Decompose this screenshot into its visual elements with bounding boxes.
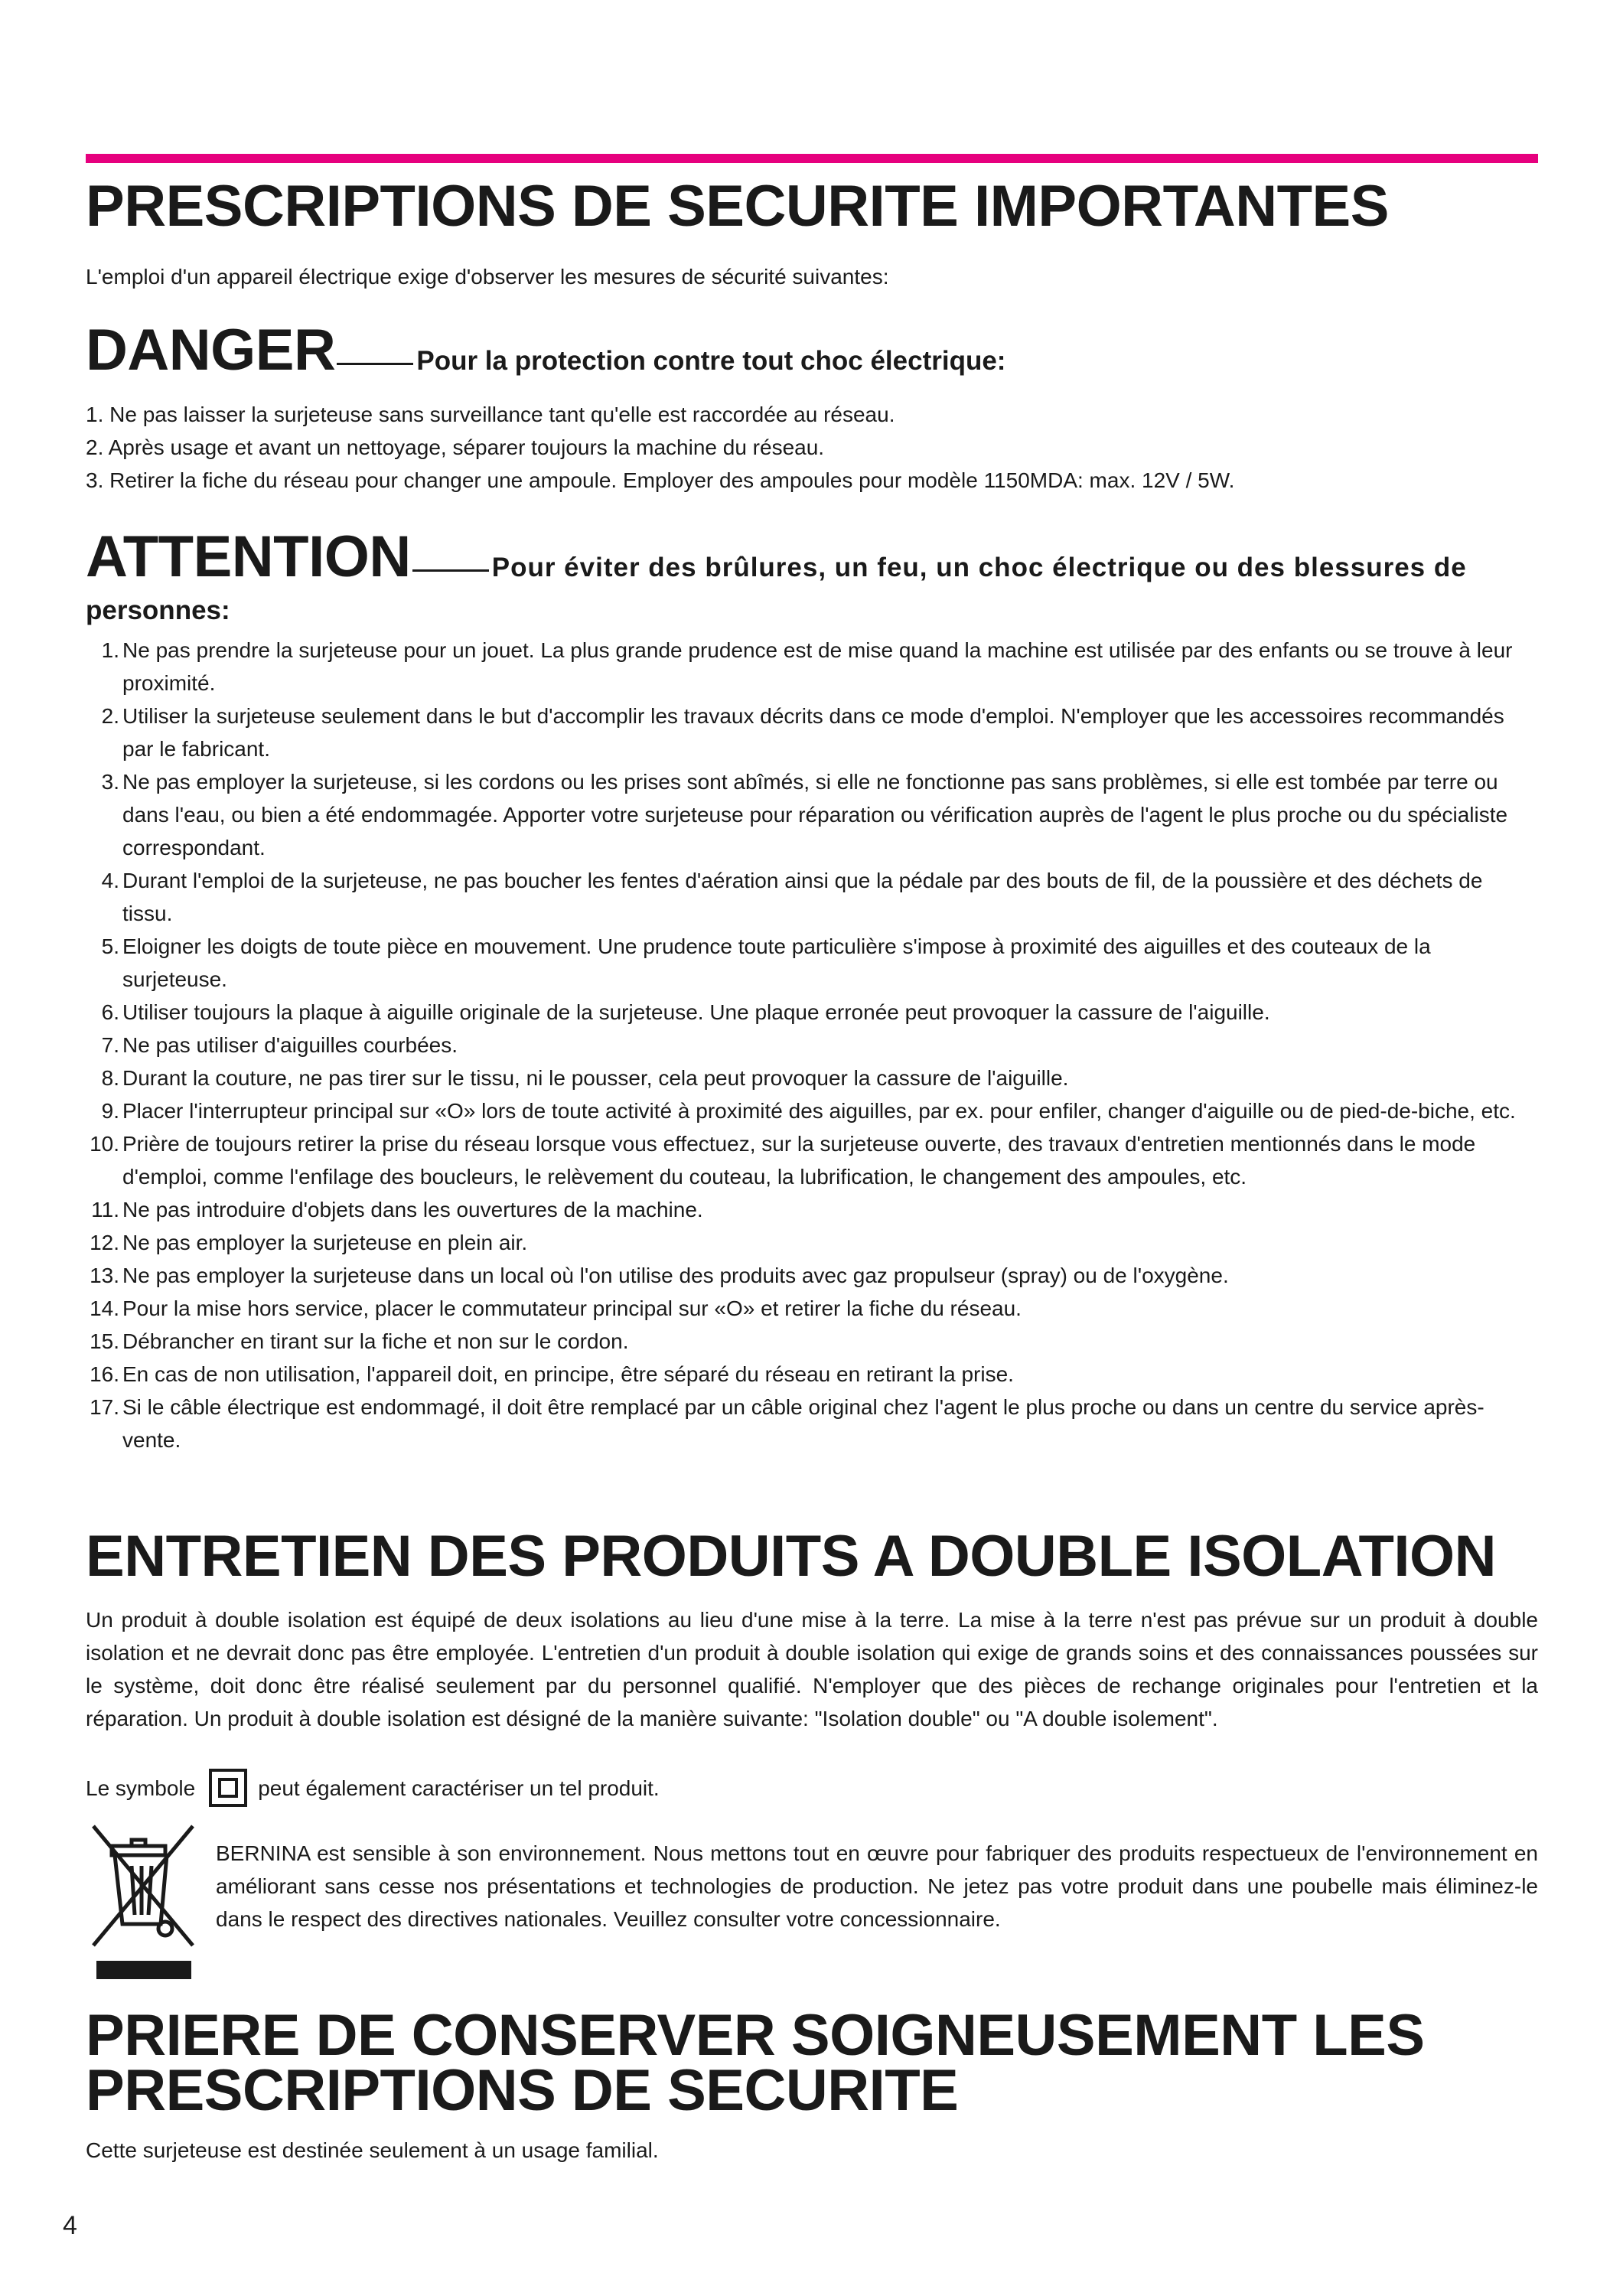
list-item: [86, 1226, 1538, 1259]
danger-keyword: DANGER: [86, 318, 336, 383]
symbol-line: [86, 1769, 660, 1807]
item-number: 15.: [90, 1329, 119, 1353]
list-item: [86, 1029, 1538, 1062]
list-item: 3. Retirer la fiche du réseau pour changer une ampoule. Employer des ampoules pour modèle 1150MDA: max. 12V / 5W.: [86, 468, 1235, 492]
item-text: Utiliser la surjeteuse seulement dans le but d'accomplir les travaux décrits dans ce mode d'emploi. N'employer que les accessoires recommandés par le fabricant.: [122, 704, 1504, 761]
attention-keyword: ATTENTION: [86, 524, 411, 589]
intro-text: L'emploi d'un appareil électrique exige d'observer les mesures de sécurité suivantes:: [86, 265, 889, 289]
list-item: [86, 1391, 1538, 1456]
section-rule: [86, 154, 1538, 163]
list-item: [86, 765, 1538, 864]
list-item: [86, 634, 1538, 700]
item-text: Ne pas employer la surjeteuse, si les cordons ou les prises sont abîmés, si elle ne fonctionne pas sans problèmes, si elle est tombée par terre ou dans l'eau, ou bien a été endommagée. Apporter votre surjeteuse pour réparation ou vérification auprès de l'agent le plus proche ou du spécialiste correspondant.: [122, 770, 1508, 859]
list-item: [86, 1358, 1538, 1391]
item-text: Prière de toujours retirer la prise du réseau lorsque vous effectuez, sur la surjeteuse ouverte, des travaux d'entretien mentionnés dans le mode d'emploi, comme l'enfilage des boucleurs, le relèvement du couteau, la lubrification, le changement des ampoules, etc.: [122, 1132, 1476, 1189]
item-number: 13.: [90, 1264, 119, 1287]
item-text: Durant la couture, ne pas tirer sur le tissu, ni le pousser, cela peut provoquer la cassure de l'aiguille.: [122, 1066, 1069, 1090]
item-text: En cas de non utilisation, l'appareil doit, en principe, être séparé du réseau en retirant la prise.: [122, 1362, 1014, 1386]
symbol-label: Le symbole: [86, 1776, 196, 1800]
attention-heading: [86, 524, 1538, 589]
page-title: PRESCRIPTIONS DE SECURITE IMPORTANTES: [86, 174, 1389, 239]
item-text: Ne pas introduire d'objets dans les ouvertures de la machine.: [122, 1198, 703, 1221]
item-number: 17.: [90, 1395, 119, 1419]
isolation-paragraph: Un produit à double isolation est équipé de deux isolations au lieu d'une mise à la terre. La mise à la terre n'est pas prévue sur un produit à double isolation et ne devrait donc pas être employée. L'entretien d'un produit à double isolation qui exige de grands soins et des connaissances poussées sur le système, doit donc être réalisé seulement par du personnel qualifié. N'employer que des pièces de rechange originales pour l'entretien et la réparation. Un produit à double isolation est désigné de la manière suivante: "Isolation double" ou "A double isolement".: [86, 1608, 1538, 1730]
item-text: Débrancher en tirant sur la fiche et non sur le cordon.: [122, 1329, 629, 1353]
double-insulation-icon: [209, 1769, 247, 1807]
isolation-title: ENTRETIEN DES PRODUITS A DOUBLE ISOLATION: [86, 1524, 1496, 1589]
attention-subtitle-continued: personnes:: [86, 595, 230, 625]
item-number: 12.: [90, 1231, 119, 1254]
list-item: [86, 1259, 1538, 1292]
list-item: [86, 1292, 1538, 1325]
danger-underline: [337, 363, 413, 365]
item-text: Ne pas prendre la surjeteuse pour un jouet. La plus grande prudence est de mise quand la machine est utilisée par des enfants ou se trouve à leur proximité.: [122, 638, 1513, 695]
danger-heading: [86, 320, 1005, 381]
item-number: 8.: [101, 1066, 119, 1090]
list-item: [86, 996, 1538, 1029]
item-text: Utiliser toujours la plaque à aiguille originale de la surjeteuse. Une plaque erronée peut provoquer la cassure de l'aiguille.: [122, 1000, 1270, 1024]
item-number: 4.: [101, 869, 119, 892]
item-text: Durant l'emploi de la surjeteuse, ne pas boucher les fentes d'aération ainsi que la pédale par des bouts de fil, de la poussière et des déchets de tissu.: [122, 869, 1483, 925]
danger-list: [86, 398, 1234, 497]
item-number: 2.: [101, 704, 119, 728]
item-number: 14.: [90, 1296, 119, 1320]
danger-subtitle: Pour la protection contre tout choc électrique:: [416, 346, 1006, 376]
item-text: Ne pas employer la surjeteuse en plein air.: [122, 1231, 528, 1254]
item-number: 5.: [101, 934, 119, 958]
item-text: Placer l'interrupteur principal sur «O» lors de toute activité à proximité des aiguilles, par ex. pour enfiler, changer d'aiguille ou de pied-de-biche, etc.: [122, 1099, 1516, 1123]
manual-page: [63, 0, 1538, 2296]
list-item: 1. Ne pas laisser la surjeteuse sans surveillance tant qu'elle est raccordée au réseau.: [86, 403, 895, 426]
crossed-bin-icon: [86, 1823, 200, 1984]
item-number: 10.: [90, 1132, 119, 1156]
environment-text: BERNINA est sensible à son environnement. Nous mettons tout en œuvre pour fabriquer des produits respectueux de l'environnement en améliorant sans cesse nos présentations et technologies de production. Ne jetez pas votre produit dans une poubelle mais éliminez-le dans le respect des directives nationales. Veuillez consulter votre concessionnaire.: [216, 1841, 1538, 1931]
list-item: [86, 1325, 1538, 1358]
item-number: 7.: [101, 1033, 119, 1057]
item-text: Ne pas utiliser d'aiguilles courbées.: [122, 1033, 458, 1057]
item-text: Ne pas employer la surjeteuse dans un local où l'on utilise des produits avec gaz propulseur (spray) ou de l'oxygène.: [122, 1264, 1229, 1287]
usage-note: Cette surjeteuse est destinée seulement à un usage familial.: [86, 2138, 659, 2162]
page-number: 4: [63, 2211, 77, 2240]
item-number: 16.: [90, 1362, 119, 1386]
attention-subtitle: Pour éviter des brûlures, un feu, un choc électrique ou des blessures de: [491, 553, 1467, 582]
list-item: [86, 864, 1538, 930]
list-item: 2. Après usage et avant un nettoyage, séparer toujours la machine du réseau.: [86, 435, 825, 459]
item-number: 11.: [91, 1198, 119, 1221]
list-item: [86, 700, 1538, 765]
item-number: 1.: [101, 638, 119, 662]
item-text: Si le câble électrique est endommagé, il doit être remplacé par un câble original chez l'agent le plus proche ou dans un centre du service après-vente.: [122, 1395, 1484, 1452]
keep-title-line1: PRIERE DE CONSERVER SOIGNEUSEMENT LES: [86, 2003, 1425, 2068]
item-number: 9.: [101, 1099, 119, 1123]
list-item: [86, 1193, 1538, 1226]
symbol-description: peut également caractériser un tel produit.: [258, 1776, 660, 1800]
item-number: 6.: [101, 1000, 119, 1024]
item-number: 3.: [101, 770, 119, 794]
list-item: [86, 930, 1538, 996]
attention-underline: [412, 569, 489, 572]
list-item: [86, 1094, 1538, 1127]
keep-title-line2: PRESCRIPTIONS DE SECURITE: [86, 2058, 959, 2123]
item-text: Pour la mise hors service, placer le commutateur principal sur «O» et retirer la fiche du réseau.: [122, 1296, 1022, 1320]
list-item: [86, 1062, 1538, 1094]
keep-title: [86, 2003, 1538, 2123]
attention-list: [86, 634, 1538, 1456]
list-item: [86, 1127, 1538, 1193]
item-text: Eloigner les doigts de toute pièce en mouvement. Une prudence toute particulière s'impose à proximité des aiguilles et des couteaux de la surjeteuse.: [122, 934, 1431, 991]
